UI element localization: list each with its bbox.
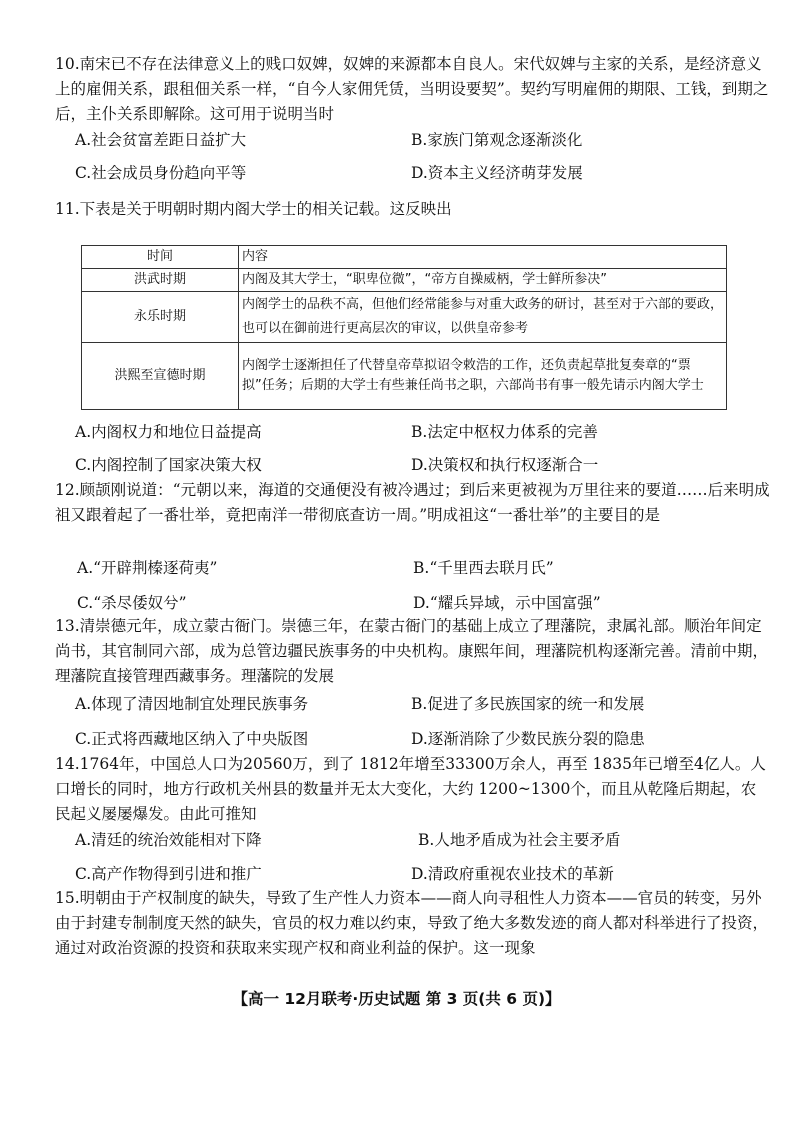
question-number: 15. — [55, 889, 80, 907]
option-c[interactable]: C.社会成员身份趋向平等 — [75, 164, 247, 182]
option-c[interactable]: C.“杀尽倭奴兮” — [77, 594, 187, 612]
option-d[interactable]: D.清政府重视农业技术的革新 — [411, 865, 614, 883]
cabinet-table — [81, 245, 727, 410]
table-row — [82, 292, 727, 343]
table-header-cell: 时间 — [82, 246, 239, 269]
question-12 — [55, 478, 770, 528]
question-15 — [55, 886, 770, 961]
option-b[interactable]: B.“千里西去联月氏” — [413, 559, 554, 577]
option-d[interactable]: D.逐渐消除了少数民族分裂的隐患 — [411, 730, 645, 748]
option-b[interactable]: B.促进了多民族国家的统一和发展 — [411, 695, 645, 713]
option-c[interactable]: C.高产作物得到引进和推广 — [75, 865, 262, 883]
question-14 — [55, 752, 770, 827]
question-text: 清崇德元年，成立蒙古衙门。崇德三年，在蒙古衙门的基础上成立了理藩院，隶属礼部。顺治年间定尚书，其官制同六部，成为总管边疆民族事务的中央机构。康熙年间，理藩院机构逐渐完善。清前中期，理藩院直接管理西藏事务。理藩院的发展 — [55, 617, 769, 685]
table-header-cell: 内容 — [239, 246, 727, 269]
option-c[interactable]: C.正式将西藏地区纳入了中央版图 — [75, 730, 309, 748]
table-cell-period: 洪熙至宣德时期 — [82, 343, 239, 410]
question-10 — [55, 52, 770, 127]
option-b[interactable]: B.家族门第观念逐渐淡化 — [411, 131, 583, 149]
option-d[interactable]: D.资本主义经济萌芽发展 — [411, 164, 583, 182]
table-row — [82, 269, 727, 292]
option-a[interactable]: A.“开辟荆榛逐荷夷” — [77, 559, 218, 577]
question-number: 12. — [55, 481, 80, 499]
question-13 — [55, 614, 770, 689]
question-number: 13. — [55, 617, 80, 635]
page-footer: 【高一 12月联考·历史试题 第 3 页(共 6 页)】 — [232, 990, 561, 1008]
option-b[interactable]: B.法定中枢权力体系的完善 — [411, 423, 598, 441]
table-header-row — [82, 246, 727, 269]
table-cell-content: 内阁学士的品秩不高，但他们经常能参与对重大政务的研讨，甚至对于六部的要政，也可以在御前进行更高层次的审议，以供皇帝参考 — [239, 292, 727, 343]
question-text: 南宋已不存在法律意义上的贱口奴婢，奴婢的来源都本自良人。宋代奴婢与主家的关系，是经济意义上的雇佣关系，跟租佃关系一样，“自今人家佣凭赁，当明设要契”。契约写明雇佣的期限、工钱，到期之后，主仆关系即解除。这可用于说明当时 — [55, 55, 769, 123]
option-a[interactable]: A.内阁权力和地位日益提高 — [75, 423, 262, 441]
question-11 — [55, 197, 770, 222]
option-a[interactable]: A.体现了清因地制宜处理民族事务 — [75, 695, 309, 713]
option-b[interactable]: B.人地矛盾成为社会主要矛盾 — [418, 831, 621, 849]
option-a[interactable]: A.社会贫富差距日益扩大 — [75, 131, 247, 149]
question-number: 11. — [55, 200, 80, 218]
table-cell-content: 内阁及其大学士，“职卑位微”，“帝方自操威柄，学士鲜所参决” — [239, 269, 727, 292]
question-number: 14. — [55, 755, 80, 773]
option-d[interactable]: D.决策权和执行权逐渐合一 — [411, 456, 599, 474]
option-d[interactable]: D.“耀兵异域，示中国富强” — [413, 594, 601, 612]
table-row — [82, 343, 727, 410]
question-text: 顾颉刚说道：“元朝以来，海道的交通便没有被冷遇过；到后来更被视为万里往来的要道……后来明成祖又跟着起了一番壮举，竟把南洋一带彻底查访一周。”明成祖这“一番壮举”的主要目的是 — [55, 481, 770, 524]
table-cell-content: 内阁学士逐渐担任了代替皇帝草拟诏令敕浩的工作，还负责起草批复奏章的“票拟”任务；后期的大学士有些兼任尚书之职，六部尚书有事一般先请示内阁大学士 — [239, 343, 727, 410]
question-text: 明朝由于产权制度的缺失，导致了生产性人力资本——商人向寻租性人力资本——官员的转变，另外由于封建专制制度天然的缺失，官员的权力难以约束，导致了绝大多数发迹的商人都对科举进行了投资，通过对政治资源的投资和获取来实现产权和商业利益的保护。这一现象 — [55, 889, 769, 957]
question-number: 10. — [55, 55, 80, 73]
table-cell-period: 洪武时期 — [82, 269, 239, 292]
table-cell-period: 永乐时期 — [82, 292, 239, 343]
question-text: 下表是关于明朝时期内阁大学士的相关记载。这反映出 — [79, 200, 452, 218]
option-a[interactable]: A.清廷的统治效能相对下降 — [75, 831, 262, 849]
option-c[interactable]: C.内阁控制了国家决策大权 — [75, 456, 262, 474]
question-text: 1764年，中国总人口为20560万，到了 1812年增至33300万余人，再至 1835年已增至4亿人。人口增长的同时，地方行政机关州县的数量并无太大变化，大约 1200~1300个，而且从乾隆后期起，农民起义屡屡爆发。由此可推知 — [55, 755, 766, 823]
